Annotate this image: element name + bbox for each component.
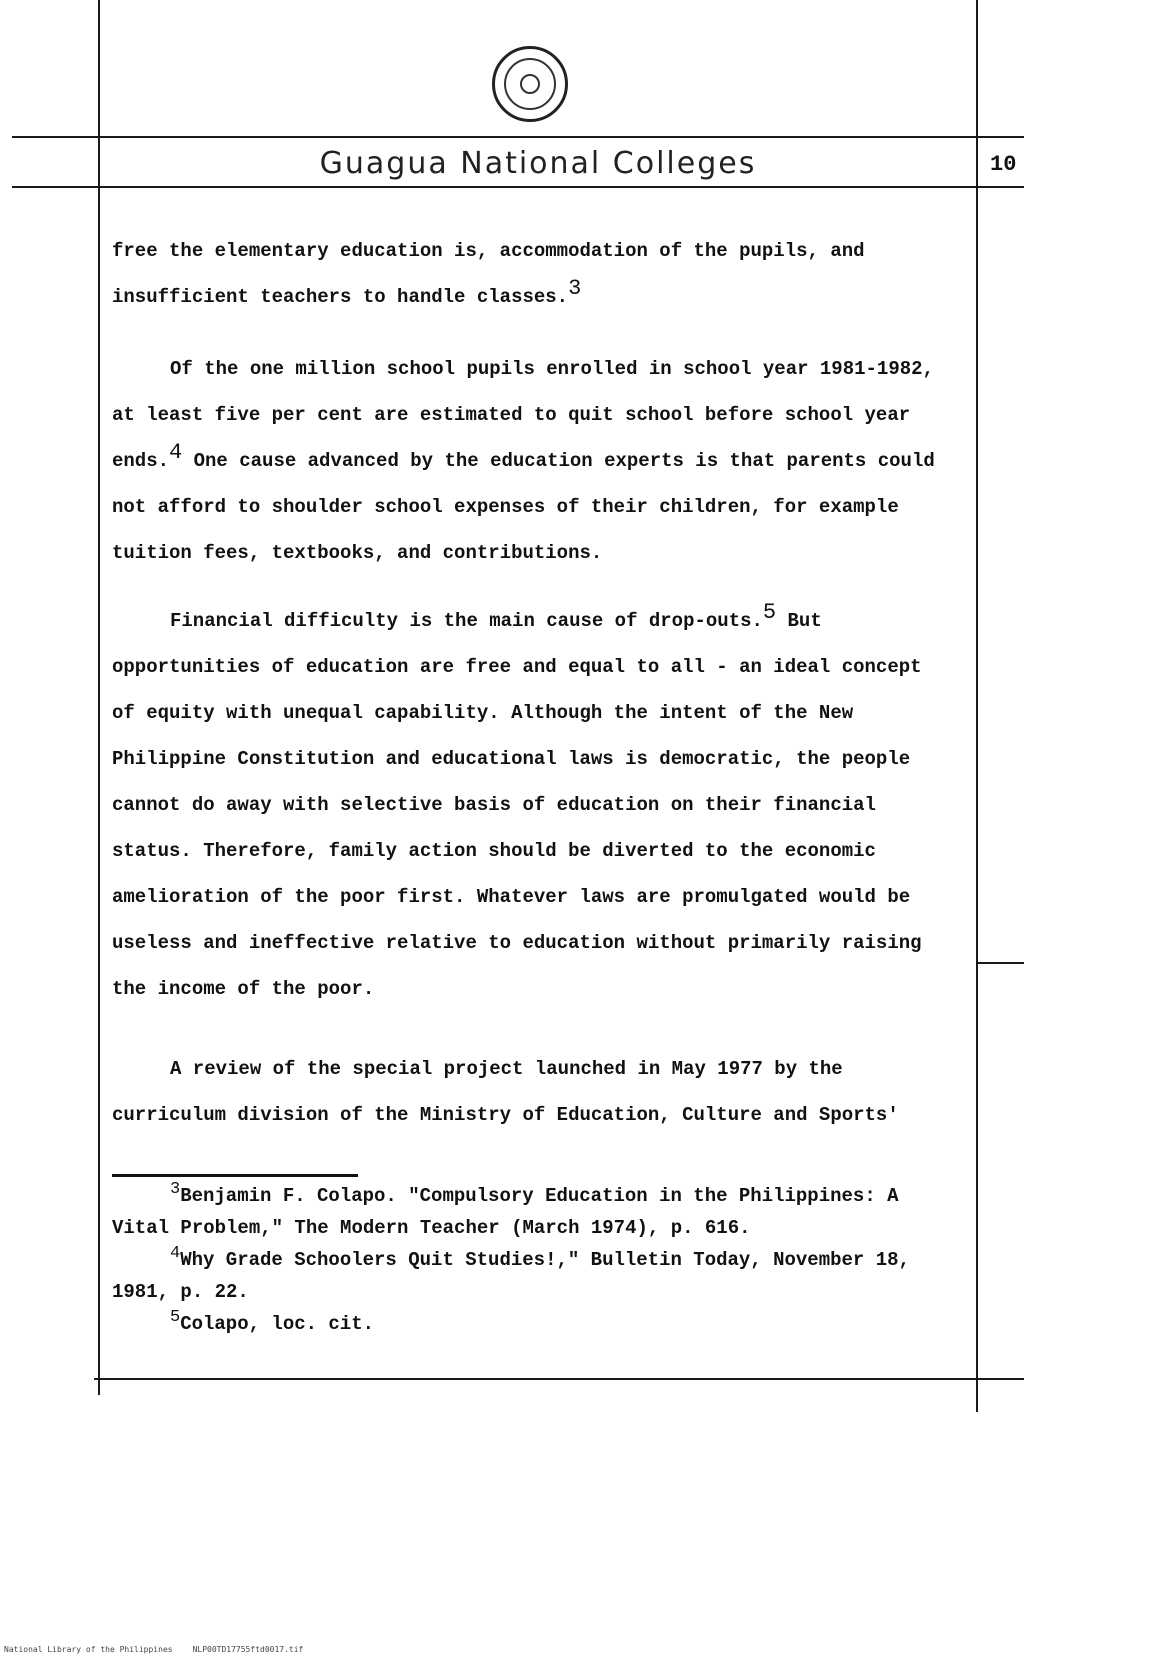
college-seal-icon — [492, 46, 568, 122]
left-margin-rule — [98, 0, 100, 1395]
footnote-3-continued: Vital Problem," The Modern Teacher (March 1974), p. 616. — [112, 1217, 751, 1239]
right-margin-rule-upper — [976, 0, 978, 560]
footnote-text: Colapo, loc. cit. — [180, 1313, 375, 1335]
footnote-mark: 3 — [170, 1180, 181, 1199]
text-fragment: Financial difficulty is the main cause of drop-outs. — [170, 610, 763, 632]
footnote-ref-4: 4 — [169, 440, 183, 465]
paragraph-3 — [112, 598, 972, 1012]
institution-name: Guagua National Colleges — [319, 146, 757, 181]
text-line: A review of the special project launched in May 1977 by the — [170, 1058, 843, 1080]
text-line: amelioration of the poor first. Whatever laws are promulgated would be — [112, 886, 911, 908]
text-line: at least five per cent are estimated to quit school before school year — [112, 404, 911, 426]
text-line: free the elementary education is, accommodation of the pupils, and — [112, 240, 865, 262]
text-fragment: insufficient teachers to handle classes. — [112, 286, 569, 308]
text-line: cannot do away with selective basis of education on their financial — [112, 794, 876, 816]
footnote-ref-3: 3 — [568, 276, 582, 301]
footnote-3 — [112, 1180, 992, 1212]
text-line: curriculum division of the Ministry of Education, Culture and Sports' — [112, 1104, 899, 1126]
text-line: Philippine Constitution and educational laws is democratic, the people — [112, 748, 911, 770]
text-line: status. Therefore, family action should be diverted to the economic — [112, 840, 876, 862]
footnote-text: Why Grade Schoolers Quit Studies!," Bulletin Today, November 18, — [180, 1249, 910, 1271]
text-line: opportunities of education are free and equal to all - an ideal concept — [112, 656, 922, 678]
text-line: Of the one million school pupils enrolled in school year 1981-1982, — [170, 358, 934, 380]
archive-file-id: NLP00TD17755ftd0017.tif — [192, 1645, 304, 1654]
seal-emblem — [520, 74, 540, 94]
header-bottom-rule — [12, 186, 1024, 188]
footnotes — [112, 1180, 992, 1340]
paragraph-2 — [112, 346, 972, 576]
text-line: of equity with unequal capability. Although the intent of the New — [112, 702, 854, 724]
text-line — [112, 438, 972, 484]
footnote-5 — [112, 1308, 992, 1340]
header-page-rule — [976, 186, 1024, 188]
footnote-separator — [112, 1174, 358, 1177]
page-number: 10 — [990, 152, 1017, 177]
seal-inner-ring — [504, 58, 556, 110]
text-fragment: One cause advanced by the education experts is that parents could — [193, 450, 935, 472]
right-tick-rule — [976, 962, 1024, 964]
bottom-rule — [94, 1378, 1024, 1380]
paragraph-4 — [112, 1046, 972, 1138]
text-line: tuition fees, textbooks, and contributions. — [112, 542, 603, 564]
footnote-4 — [112, 1244, 992, 1276]
header-top-rule — [12, 136, 1024, 138]
footnote-4-continued: 1981, p. 22. — [112, 1281, 249, 1303]
text-line: useless and ineffective relative to education without primarily raising — [112, 932, 922, 954]
footnote-ref-5: 5 — [762, 600, 777, 625]
archive-library: National Library of the Philippines — [4, 1645, 173, 1654]
text-line: not afford to shoulder school expenses of their children, for example — [112, 496, 899, 518]
text-line — [112, 598, 972, 644]
footnote-text: Benjamin F. Colapo. "Compulsory Education in the Philippines: A — [180, 1185, 899, 1207]
text-line: the income of the poor. — [112, 978, 375, 1000]
footnote-mark: 4 — [170, 1244, 181, 1263]
footnote-mark: 5 — [170, 1308, 181, 1327]
archive-credit — [4, 1645, 323, 1654]
text-line — [112, 274, 972, 320]
text-fragment: ends. — [112, 450, 170, 472]
text-fragment: But — [787, 610, 822, 632]
paragraph-1 — [112, 228, 972, 320]
